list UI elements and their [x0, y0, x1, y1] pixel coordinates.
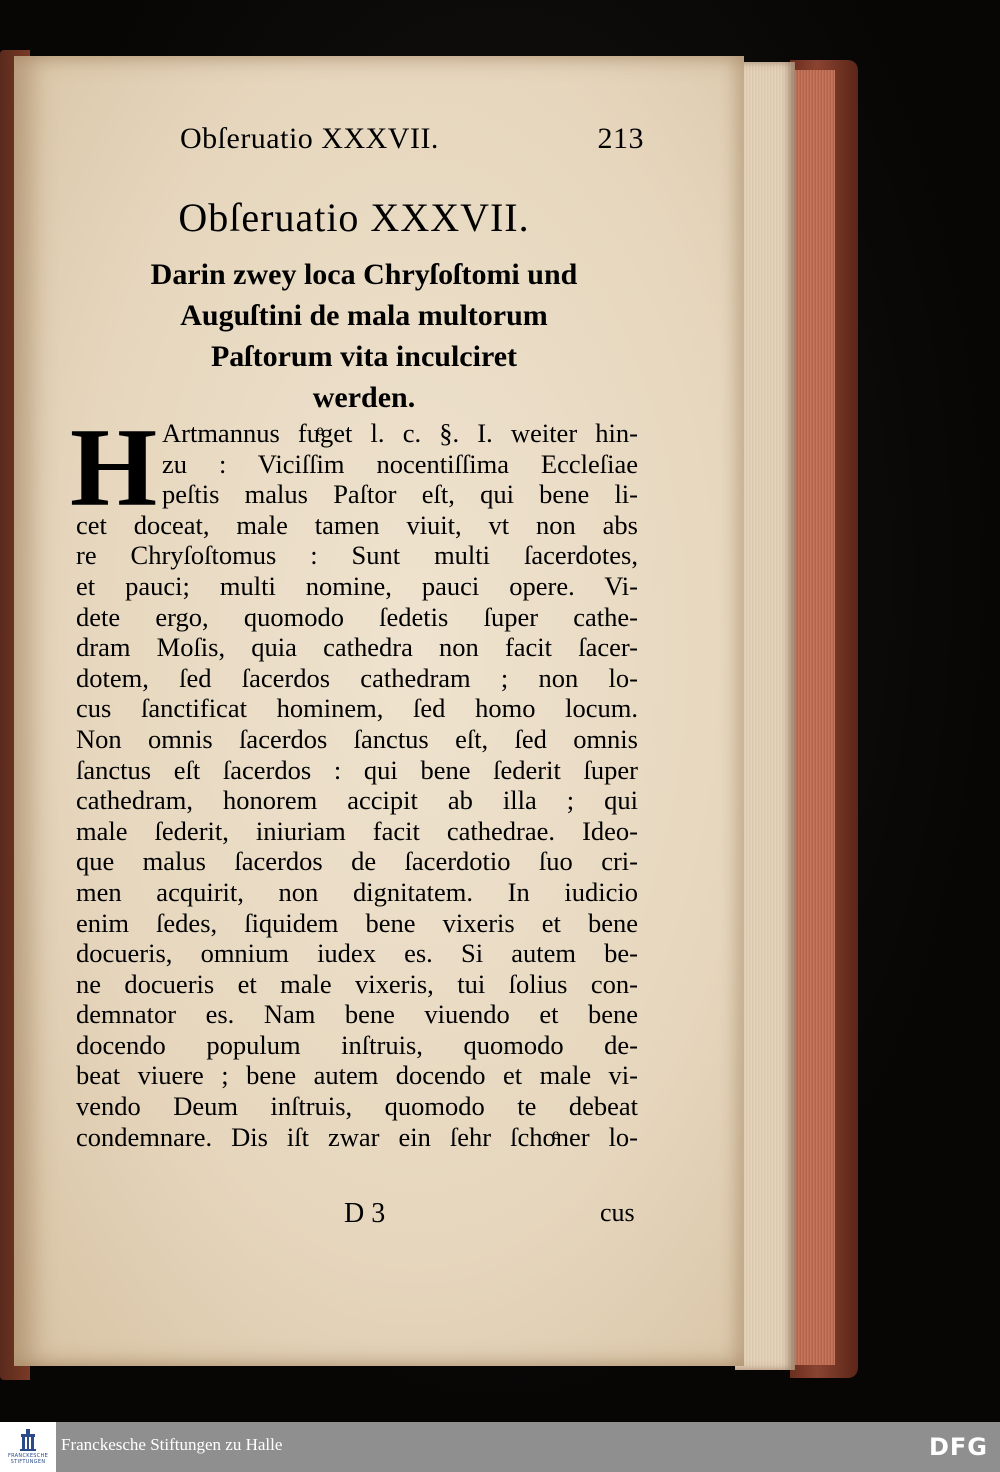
body-line: et pauci; multi nomine, pauci opere. Vi- [76, 570, 638, 601]
body-line: enim ſedes, ſiquidem bene vixeris et bene [76, 907, 638, 938]
body-line: cus ſanctificat hominem, ſed homo locum. [76, 693, 638, 724]
chapter-title: Obſeruatio XXXVII. [178, 195, 530, 240]
drop-cap: H [70, 406, 158, 530]
body-line: men acquirit, non dignitatem. In iudicio [76, 876, 638, 907]
subtitle-line: werden. [312, 381, 416, 414]
chapter-subtitle [84, 254, 644, 418]
body-line: que malus ſacerdos de ſacerdotio ſuo cri- [76, 846, 638, 877]
subtitle-line: Paſtorum vita inculciret [210, 340, 518, 373]
subtitle-line: Darin zwey loca Chryſoſtomi und [150, 258, 578, 291]
body-line: Non omnis ſacerdos ſanctus eſt, ſed omnis [76, 723, 638, 754]
body-line: ne docueris et male vixeris, tui ſolius con- [76, 968, 638, 999]
body-line: dram Moſis, quia cathedra non facit ſacer- [76, 632, 638, 663]
building-icon [19, 1429, 37, 1451]
book-page [14, 56, 744, 1366]
body-line: beat viuere ; bene autem docendo et male vi- [76, 1060, 638, 1091]
dfg-logo[interactable]: DFG [928, 1433, 988, 1461]
body-line: cathedram, honorem accipit ab illa ; qui [76, 785, 638, 816]
body-line: docueris, omnium iudex es. Si autem be- [76, 938, 638, 969]
body-line: demnator es. Nam bene viuendo et bene [76, 999, 638, 1030]
body-line: cet doceat, male tamen viuit, vt non abs [76, 509, 638, 540]
subtitle-line: Auguſtini de mala multorum [180, 299, 548, 332]
body-line: docendo populum inſtruis, quomodo de- [76, 1029, 638, 1060]
page-number: 213 [597, 122, 644, 155]
body-line: Artmannus fuͤget l. c. §. I. weiter hin- [162, 418, 638, 448]
institution-name: Franckesche Stiftungen zu Halle [61, 1435, 283, 1454]
catchword: cus [600, 1198, 635, 1227]
body-line: ſanctus eſt ſacerdos : qui bene ſederit ſuper [76, 754, 638, 785]
body-line: peſtis malus Paſtor eſt, qui bene li- [162, 479, 638, 510]
logo-text: FRANCKESCHE STIFTUNGEN [7, 1453, 49, 1465]
body-text [76, 418, 638, 1152]
body-line: condemnare. Dis iſt zwar ein ſehr ſchoͤner lo- [76, 1121, 638, 1152]
body-line: dete ergo, quomodo ſedetis ſuper cathe- [76, 601, 638, 632]
page-edges [735, 62, 795, 1370]
signature-mark: D 3 [344, 1198, 386, 1229]
body-line: zu : Viciſſim nocentiſſima Eccleſiae [162, 448, 638, 479]
viewer-footer [0, 1422, 1000, 1472]
body-line: male ſederit, iniuriam facit cathedrae. Ideo- [76, 815, 638, 846]
body-line: vendo Deum inſtruis, quomodo te debeat [76, 1091, 638, 1122]
body-line: dotem, ſed ſacerdos cathedram ; non lo- [76, 662, 638, 693]
page-edges-red [795, 70, 835, 1365]
body-line: re Chryſoſtomus : Sunt multi ſacerdotes, [76, 540, 638, 571]
franckesche-logo[interactable] [0, 1422, 56, 1472]
running-head: Obſeruatio XXXVII. [180, 122, 439, 155]
